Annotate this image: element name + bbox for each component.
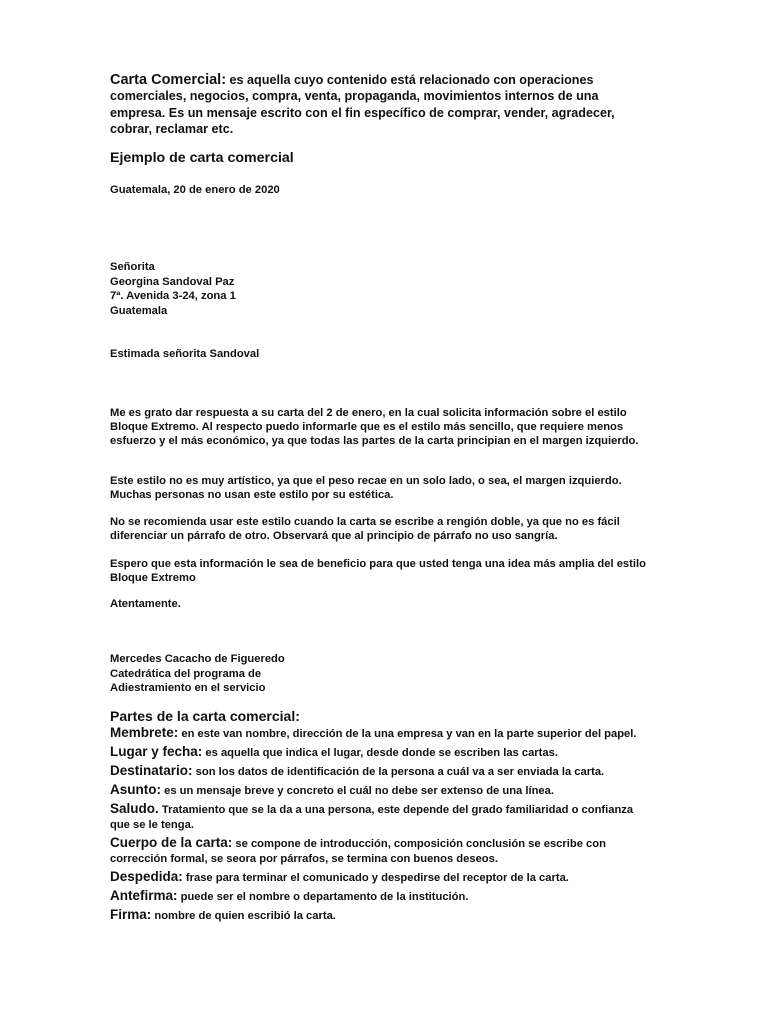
part-text: nombre de quien escribió la carta.: [154, 910, 336, 922]
letter-signature: [110, 652, 650, 696]
parts-title: Partes de la carta comercial:: [110, 708, 300, 724]
intro-text: es aquella cuyo contenido está relacionado con operaciones comerciales, negocios, compra, venta, propaganda, movimientos internos de una empresa. Es un mensaje escrito con el fin específico de comprar, vender, agradecer, cobrar, reclamar etc.: [110, 73, 615, 136]
part-text: se compone de introducción, composición conclusión se escribe con corrección formal, se seora por párrafos, se termina con buenos deseos.: [110, 838, 606, 865]
part-item: [110, 763, 650, 780]
part-item: [110, 888, 650, 905]
part-text: en este van nombre, dirección de la una empresa y van en la parte superior del papel.: [181, 728, 637, 740]
letter-greeting: Estimada señorita Sandoval: [110, 348, 260, 360]
letter-paragraph: Me es grato dar respuesta a su carta del 2 de enero, en la cual solicita información sobre el estilo Bloque Extremo. Al respecto puedo informarle que es el estilo más sencillo, que requiere menos esfuerzo y el más económico, ya que todas las partes de la carta principian en el margen izquierdo.: [110, 407, 639, 448]
part-item: [110, 835, 650, 867]
address-line: 7ª. Avenida 3-24, zona 1: [110, 290, 236, 303]
part-term: Cuerpo de la carta:: [110, 835, 233, 850]
intro-term: Carta Comercial:: [110, 72, 227, 88]
address-line: Señorita: [110, 261, 155, 273]
part-term: Asunto:: [110, 782, 161, 797]
part-term: Membrete:: [110, 725, 179, 740]
part-term: Saludo.: [110, 801, 159, 816]
part-item: [110, 907, 650, 924]
part-text: es aquella que indica el lugar, desde donde se escriben las cartas.: [205, 747, 558, 759]
address-line: Georgina Sandoval Paz: [110, 275, 235, 288]
part-term: Despedida:: [110, 869, 183, 884]
part-item: [110, 782, 650, 799]
example-heading: Ejemplo de carta comercial: [110, 150, 294, 166]
part-item: [110, 725, 650, 742]
signature-line: Catedrática del programa de: [110, 667, 262, 680]
part-term: Antefirma:: [110, 888, 178, 903]
part-text: puede ser el nombre o departamento de la institución.: [180, 891, 469, 903]
part-text: frase para terminar el comunicado y despedirse del receptor de la carta.: [185, 872, 569, 884]
letter-closing: Atentamente.: [110, 598, 181, 610]
signature-line: Adiestramiento en el servicio: [110, 682, 266, 695]
part-item: [110, 801, 650, 833]
part-term: Destinatario:: [110, 763, 193, 778]
parts-section: [110, 708, 650, 926]
letter-paragraph: Espero que esta información le sea de beneficio para que usted tenga una idea más amplia del estilo Bloque Extremo: [110, 558, 646, 585]
letter-paragraph: No se recomienda usar este estilo cuando la carta se escribe a rengión doble, ya que no es fácil diferenciar un párrafo de otro. Observará que al principio de párrafo no uso sangría.: [110, 516, 620, 543]
letter-paragraph: Este estilo no es muy artístico, ya que el peso recae en un solo lado, o sea, el margen izquierdo. Muchas personas no usan este estilo por su estética.: [110, 475, 622, 502]
part-term: Firma:: [110, 907, 152, 922]
part-item: [110, 869, 650, 886]
part-text: es un mensaje breve y concreto el cuál no debe ser extenso de una línea.: [164, 785, 554, 797]
recipient-address: [110, 260, 650, 318]
part-text: Tratamiento que se la da a una persona, este depende del grado familiaridad o confianza que se le tenga.: [110, 804, 634, 831]
part-text: son los datos de identificación de la persona a cuál va a ser enviada la carta.: [195, 766, 605, 778]
address-line: Guatemala: [110, 304, 168, 317]
signature-line: Mercedes Cacacho de Figueredo: [110, 653, 285, 665]
letter-date: Guatemala, 20 de enero de 2020: [110, 184, 280, 196]
part-item: [110, 744, 650, 761]
part-term: Lugar y fecha:: [110, 744, 203, 759]
intro-definition: [110, 72, 650, 137]
